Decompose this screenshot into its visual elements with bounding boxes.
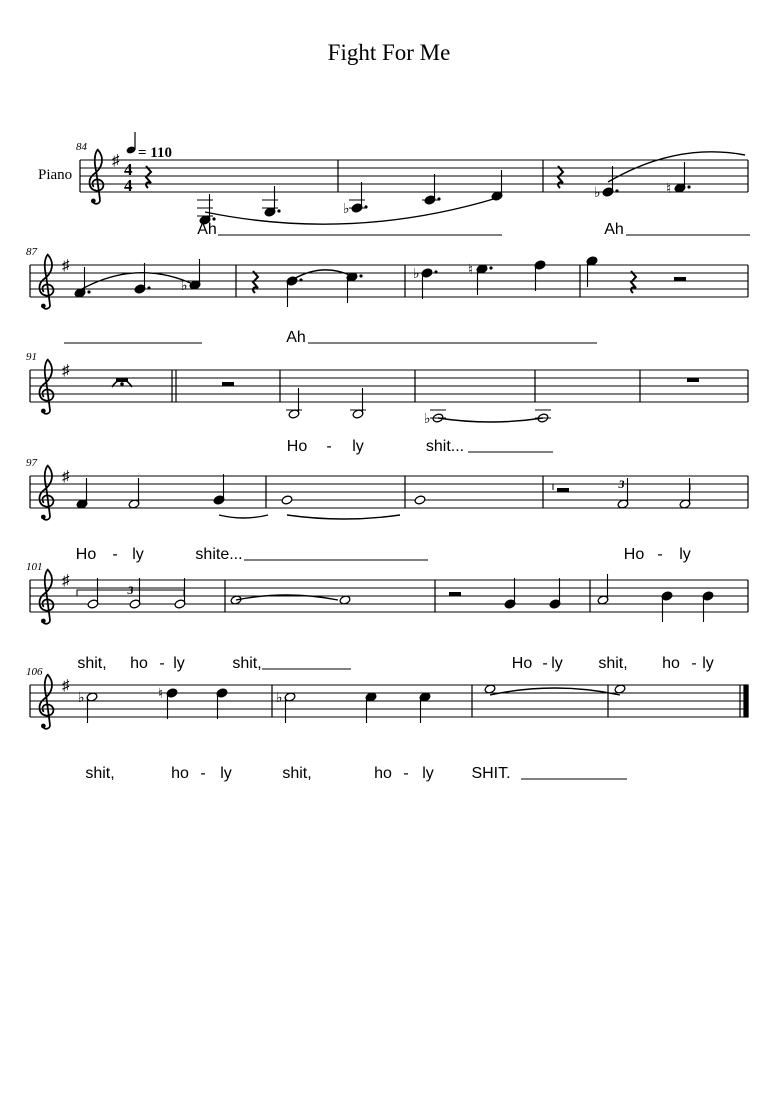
lyric-syllable: ly bbox=[220, 765, 232, 782]
flat-accidental: ♭ bbox=[181, 279, 188, 294]
flat-accidental: ♭ bbox=[276, 691, 283, 706]
instrument-name: Piano bbox=[38, 167, 73, 183]
lyric-syllable: shit... bbox=[425, 438, 465, 455]
treble-clef-icon bbox=[39, 466, 53, 520]
lyric-syllable: - bbox=[326, 438, 332, 455]
lyric-syllable: ho bbox=[171, 765, 189, 782]
slur bbox=[608, 152, 745, 182]
measure-number: 101 bbox=[26, 561, 43, 573]
key-signature-sharp: ♯ bbox=[112, 153, 120, 169]
flat-accidental: ♭ bbox=[343, 202, 350, 217]
lyric-syllable: Ah bbox=[286, 329, 306, 346]
quarter-rest-icon bbox=[558, 166, 563, 188]
measure-number: 87 bbox=[26, 246, 37, 258]
lyric-syllable: ly bbox=[132, 546, 144, 563]
note-dot bbox=[615, 189, 618, 192]
lyric-syllable: ly bbox=[679, 546, 691, 563]
treble-clef-icon bbox=[39, 675, 53, 729]
lyric-syllable: SHIT. bbox=[471, 765, 511, 782]
note-dot bbox=[359, 274, 362, 277]
flat-accidental: ♭ bbox=[78, 691, 85, 706]
note-dot bbox=[299, 278, 302, 281]
key-signature-sharp: ♯ bbox=[62, 678, 70, 694]
slur bbox=[490, 688, 620, 695]
lyric-syllable: ho bbox=[662, 655, 680, 672]
flat-accidental: ♭ bbox=[594, 186, 601, 201]
quarter-rest-icon bbox=[146, 166, 151, 188]
fermata-dot bbox=[120, 382, 124, 386]
lyric-syllable: - bbox=[691, 655, 697, 672]
lyric-syllable: - bbox=[657, 546, 663, 563]
lyric-syllable: shit, bbox=[282, 765, 312, 782]
slur bbox=[205, 198, 497, 224]
lyric-syllable: Ho bbox=[511, 655, 533, 672]
measure-number: 91 bbox=[26, 351, 37, 363]
lyric-syllable: - bbox=[542, 655, 548, 672]
quarter-rest-icon bbox=[631, 271, 636, 293]
lyric-syllable: shit, bbox=[598, 655, 628, 672]
flat-accidental: ♭ bbox=[424, 412, 431, 427]
half-rest-icon bbox=[674, 277, 686, 281]
half-rest-icon bbox=[557, 488, 569, 492]
quarter-rest-icon bbox=[253, 271, 258, 293]
lyric-syllable: ly bbox=[352, 438, 364, 455]
lyric-syllable: Ah bbox=[197, 221, 217, 238]
note-dot bbox=[489, 266, 492, 269]
lyric-syllable: - bbox=[112, 546, 118, 563]
natural-accidental: ♮ bbox=[468, 263, 474, 278]
score-title: Fight For Me bbox=[327, 40, 451, 65]
key-signature-sharp: ♯ bbox=[62, 573, 70, 589]
flat-accidental: ♭ bbox=[413, 267, 420, 282]
note-dot bbox=[277, 209, 280, 212]
natural-accidental: ♮ bbox=[158, 687, 164, 702]
lyric-syllable: ly bbox=[551, 655, 563, 672]
note-head bbox=[281, 495, 293, 505]
time-signature-top: 4 bbox=[124, 160, 133, 179]
lyric-syllable: shit, bbox=[77, 655, 107, 672]
lyric-syllable: - bbox=[403, 765, 409, 782]
key-signature-sharp: ♯ bbox=[62, 258, 70, 274]
time-signature-bottom: 4 bbox=[124, 176, 133, 195]
lyric-syllable: Ho bbox=[286, 438, 308, 455]
note-dot bbox=[147, 286, 150, 289]
lyric-syllable: Ah bbox=[604, 221, 624, 238]
final-barline bbox=[744, 685, 748, 717]
lyric-syllable: Ho bbox=[623, 546, 645, 563]
lyric-syllable: - bbox=[200, 765, 206, 782]
note-dot bbox=[87, 290, 90, 293]
key-signature-sharp: ♯ bbox=[62, 363, 70, 379]
lyric-syllable: ho bbox=[130, 655, 148, 672]
tuplet-number: 3 bbox=[618, 477, 625, 491]
natural-accidental: ♮ bbox=[666, 182, 672, 197]
note-head bbox=[414, 495, 426, 505]
measure-number: 106 bbox=[26, 666, 43, 678]
note-dot bbox=[434, 270, 437, 273]
tempo-marking: = 110 bbox=[138, 145, 172, 161]
treble-clef-icon bbox=[39, 255, 53, 309]
lyric-syllable: shite... bbox=[195, 546, 243, 563]
lyric-syllable: ly bbox=[173, 655, 185, 672]
lyric-syllable: ly bbox=[422, 765, 434, 782]
treble-clef-icon bbox=[89, 150, 103, 204]
lyric-syllable: - bbox=[159, 655, 165, 672]
slur bbox=[219, 515, 268, 518]
half-rest-icon bbox=[222, 382, 234, 386]
treble-clef-icon bbox=[39, 360, 53, 414]
whole-rest-icon bbox=[687, 378, 699, 382]
half-rest-icon bbox=[449, 592, 461, 596]
key-signature-sharp: ♯ bbox=[62, 469, 70, 485]
tuplet-number: 3 bbox=[127, 583, 134, 597]
measure-number: 97 bbox=[26, 457, 37, 469]
note-dot bbox=[687, 185, 690, 188]
lyric-syllable: ly bbox=[702, 655, 714, 672]
lyric-syllable: Ho bbox=[75, 546, 97, 563]
lyric-syllable: shit, bbox=[232, 655, 262, 672]
lyric-syllable: shit, bbox=[85, 765, 115, 782]
lyric-syllable: ho bbox=[374, 765, 392, 782]
treble-clef-icon bbox=[39, 570, 53, 624]
slur bbox=[287, 515, 400, 519]
measure-number: 84 bbox=[76, 141, 87, 153]
slur bbox=[438, 418, 543, 422]
